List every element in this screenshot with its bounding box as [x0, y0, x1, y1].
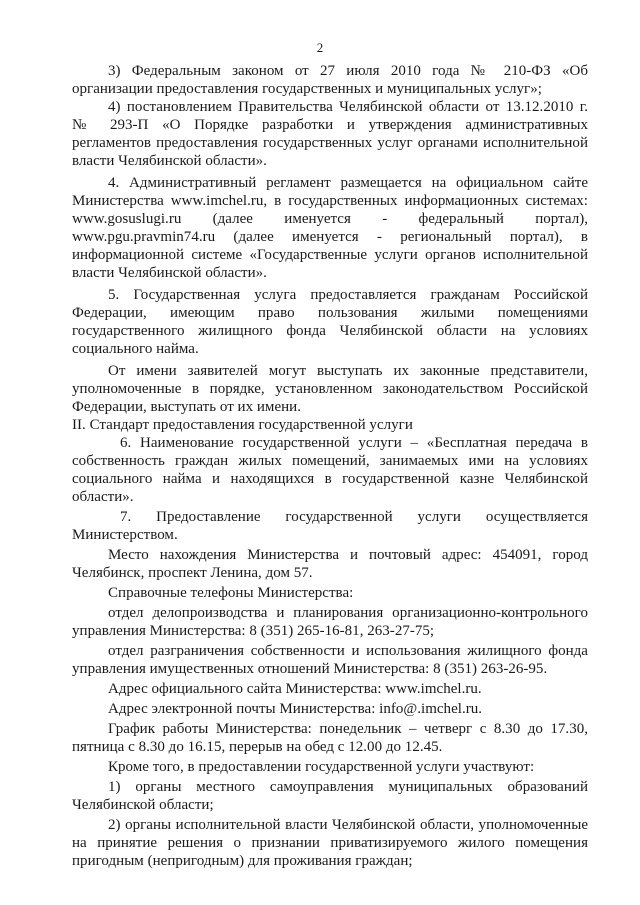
paragraph-representatives: От имени заявителей могут выступать их законные представители, уполномоченные в порядке, установленном законодательством Российской Федерации, выступать от их имени.	[72, 363, 588, 415]
paragraph-ministry-address: Место нахождения Министерства и почтовый адрес: 454091, город Челябинск, проспект Ленина, дом 57.	[72, 547, 588, 581]
section-title: II. Стандарт предоставления государственной услуги	[72, 417, 413, 433]
paragraph-service-provider: 7. Предоставление государственной услуги осуществляется Министерством.	[72, 509, 588, 543]
page-number: 2	[316, 40, 324, 55]
paragraph-participant-executive-bodies: 2) органы исполнительной власти Челябинской области, уполномоченные на принятие решения о признании приватизируемого жилого помещения пригодным (непригодным) для проживания граждан;	[72, 817, 588, 869]
paragraph-phones-records-dept: отдел делопроизводства и планирования организационно-контрольного управления Министерства: 8 (351) 265-16-81, 263-27-75;	[72, 605, 588, 639]
paragraph-resolution-293: 4) постановлением Правительства Челябинской области от 13.12.2010 г. № 293-П «О Порядке разработки и утверждения административных регламентов предоставления государственных услуг органами исполнительной власти Челябинской области».	[72, 99, 588, 169]
paragraph-working-hours: График работы Министерства: понедельник – четверг с 8.30 до 17.30, пятница с 8.30 до 16.15, перерыв на обед с 12.00 до 12.45.	[72, 721, 588, 755]
paragraph-website: Адрес официального сайта Министерства: www.imchel.ru.	[108, 681, 482, 697]
paragraph-phones-property-dept: отдел разграничения собственности и использования жилищного фонда управления имущественных отношений Министерства: 8 (351) 263-26-95.	[72, 643, 588, 677]
paragraph-email: Адрес электронной почты Министерства: info@.imchel.ru.	[108, 701, 483, 717]
paragraph-law-210: 3) Федеральным законом от 27 июля 2010 года № 210-ФЗ «Об организации предоставления государственных и муниципальных услуг»;	[72, 63, 588, 97]
document-body	[72, 62, 588, 870]
paragraph-phones-heading: Справочные телефоны Министерства:	[108, 585, 354, 601]
paragraph-participant-local-bodies: 1) органы местного самоуправления муниципальных образований Челябинской области;	[72, 779, 588, 813]
paragraph-service-recipients: 5. Государственная услуга предоставляется гражданам Российской Федерации, имеющим право пользования жилыми помещениями государственного жилищного фонда Челябинской области на условиях социального найма.	[72, 287, 588, 357]
paragraph-participants-heading: Кроме того, в предоставлении государственной услуги участвуют:	[108, 759, 535, 775]
paragraph-service-name: 6. Наименование государственной услуги – «Бесплатная передача в собственность граждан жилых помещений, занимаемых ими на условиях социального найма и находящихся в государственной казне Челябинской области».	[72, 435, 588, 505]
paragraph-regulation-placement: 4. Административный регламент размещается на официальном сайте Министерства www.imchel.ru, в государственных информационных системах: www.gosuslugi.ru (далее именуется - федеральный портал), www.pgu.pravmin74.ru (далее именуется - региональный портал), в информационной системе «Государственные услуги органов исполнительной власти Челябинской области».	[72, 175, 588, 281]
